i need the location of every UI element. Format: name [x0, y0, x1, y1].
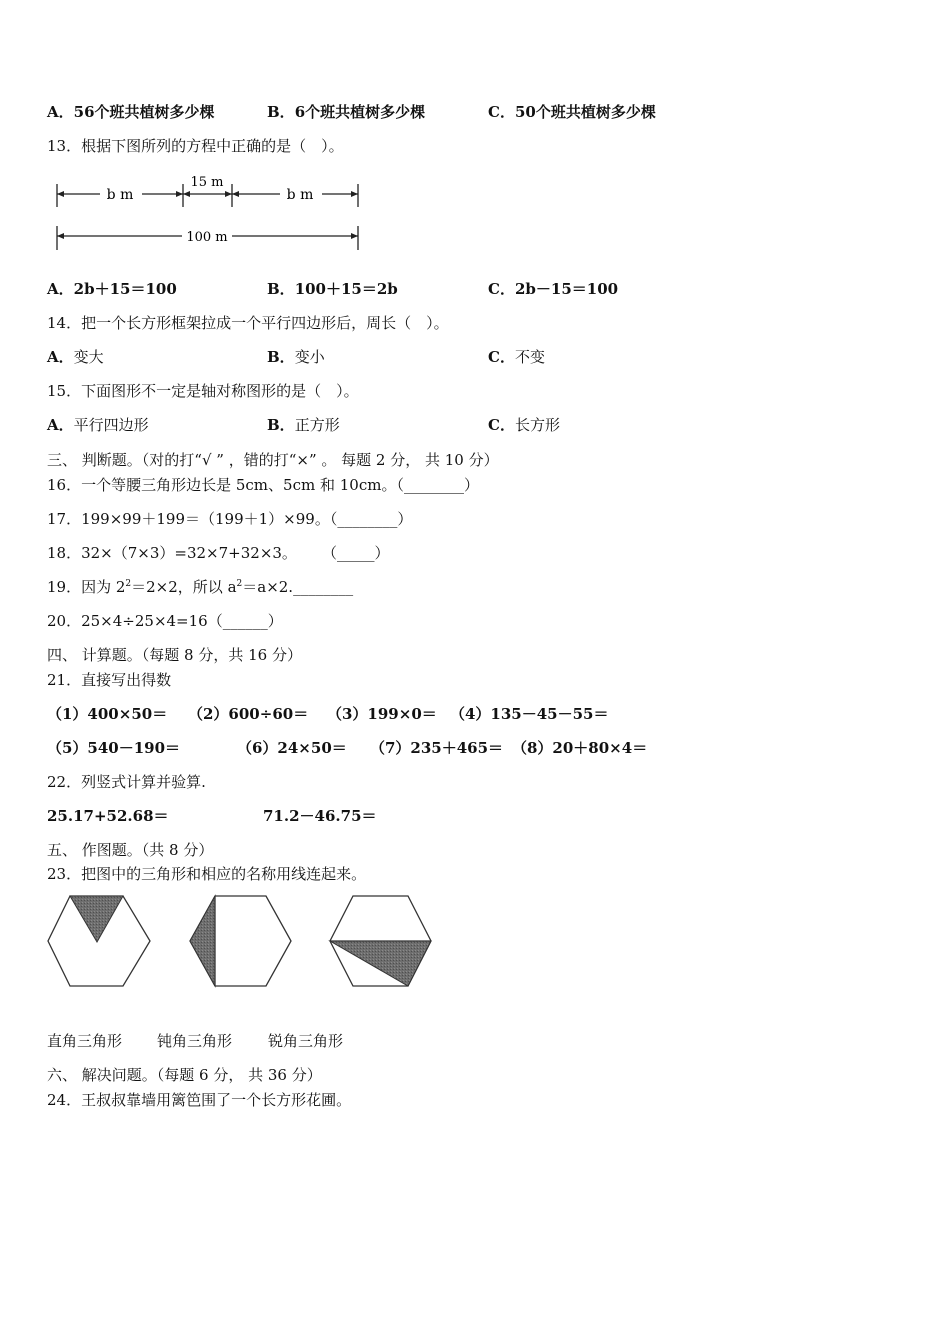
- q23-label-acute: 锐角三角形: [268, 1032, 344, 1050]
- q23-label-obtuse: 钝角三角形: [157, 1032, 233, 1050]
- q18-blank: （_____）: [322, 544, 390, 562]
- section3-title: 三、 判断题。（对的打“√ ” ，错的打“×” 。 每题 2 分， 共 10 分）: [47, 451, 499, 469]
- q21-item-6: （6）24×50＝: [237, 739, 347, 757]
- q21-item-4: （4）135－45－55＝: [450, 705, 609, 723]
- q13-middle-label: 15 m: [190, 175, 224, 190]
- q18-text: 18．32×（7×3）=32×7+32×3。: [47, 544, 297, 562]
- q15-option-b: B．正方形: [267, 416, 340, 434]
- q12-option-b: B．6个班共植树多少棵: [267, 103, 426, 121]
- q13-line-diagram: [50, 172, 370, 262]
- section5-title: 五、 作图题。（共 8 分）: [47, 841, 214, 859]
- q14-option-a: A．变大: [47, 348, 104, 366]
- q15-stem: 15．下面图形不一定是轴对称图形的是（ ）。: [47, 382, 359, 400]
- q21-item-5: （5）540－190＝: [47, 739, 181, 757]
- q13-right-label: b m: [286, 187, 314, 203]
- triangle-right: [190, 896, 215, 986]
- q22-stem: 22．列竖式计算并验算.: [47, 773, 206, 791]
- q13-total-label: 100 m: [186, 230, 228, 245]
- q12-option-a: A．56个班共植树多少棵: [47, 103, 215, 121]
- q21-item-1: （1）400×50＝: [47, 705, 168, 723]
- q23-label-right: 直角三角形: [47, 1032, 123, 1050]
- q22-item-2: 71.2－46.75＝: [263, 807, 377, 825]
- q14-stem: 14．把一个长方形框架拉成一个平行四边形后，周长（ ）。: [47, 314, 449, 332]
- q13-option-a: A．2b＋15＝100: [47, 280, 177, 298]
- q21-item-2: （2）600÷60＝: [188, 705, 309, 723]
- q17-text: 17．199×99＋199＝（199＋1）×99。（________）: [47, 510, 413, 528]
- q13-option-c: C．2b－15＝100: [488, 280, 619, 298]
- q19-text: 19．因为 $2^2=2\times 2$，所以 $a^2=a\times 2.\_\_\_\_\_\_\_\_$: [47, 578, 354, 596]
- q14-option-c: C．不变: [488, 348, 545, 366]
- q15-option-c: C．长方形: [488, 416, 560, 434]
- q21-item-8: （8）20＋80×4＝: [512, 739, 648, 757]
- section4-title: 四、 计算题。（每题 8 分，共 16 分）: [47, 646, 302, 664]
- q12-option-c: C．50个班共植树多少棵: [488, 103, 656, 121]
- q24-stem: 24．王叔叔靠墙用篱笆围了一个长方形花圃。: [47, 1091, 352, 1109]
- q23-hexagon-figures: [40, 890, 440, 995]
- q21-item-7: （7）235＋465＝: [370, 739, 504, 757]
- q22-item-1: 25.17+52.68＝: [47, 807, 169, 825]
- q23-stem: 23．把图中的三角形和相应的名称用线连起来。: [47, 865, 367, 883]
- q13-left-label: b m: [106, 187, 134, 203]
- q13-stem: 13．根据下图所列的方程中正确的是（ ）。: [47, 137, 344, 155]
- q21-item-3: （3）199×0＝: [327, 705, 437, 723]
- q16-text: 16．一个等腰三角形边长是 5cm、5cm 和 10cm。（________）: [47, 476, 479, 494]
- q20-text: 20．25×4÷25×4=16（______）: [47, 612, 283, 630]
- section6-title: 六、 解决问题。（每题 6 分， 共 36 分）: [47, 1066, 322, 1084]
- q13-option-b: B．100＋15＝2b: [267, 280, 398, 298]
- q15-option-a: A．平行四边形: [47, 416, 149, 434]
- q14-option-b: B．变小: [267, 348, 325, 366]
- q21-stem: 21．直接写出得数: [47, 671, 172, 689]
